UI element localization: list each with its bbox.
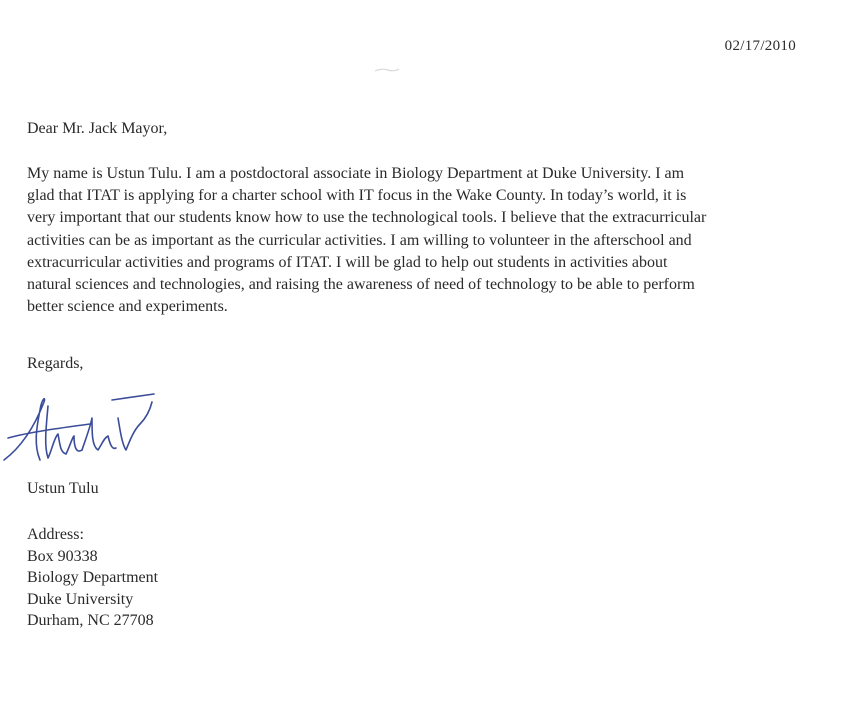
signer-name: Ustun Tulu: [27, 480, 99, 497]
address-line: Box 90338: [27, 547, 98, 565]
body-line: glad that ITAT is applying for a charter school with IT focus in the Wake County. In today’s world, it is: [27, 187, 687, 205]
address-line: Biology Department: [27, 569, 159, 586]
body-line: natural sciences and technologies, and raising the awareness of need of technology to be able to perform: [27, 276, 695, 294]
address-label: Address:: [27, 526, 84, 543]
letter-date: 02/17/2010: [724, 38, 796, 54]
body-line: My name is Ustun Tulu. I am a postdoctoral associate in Biology Department at Duke University. I am: [27, 165, 685, 182]
body-line: extracurricular activities and programs of ITAT. I will be glad to help out students in activities about: [27, 253, 668, 271]
salutation: Dear Mr. Jack Mayor,: [27, 120, 168, 137]
address-line: Durham, NC 27708: [27, 612, 154, 629]
body-line: very important that our students know how to use the technological tools. I believe that the extracurricular: [27, 209, 707, 227]
handwritten-signature: [0, 388, 160, 468]
address-block: [27, 524, 158, 632]
closing: Regards,: [27, 355, 84, 372]
address-line: Duke University: [27, 590, 134, 608]
body-line: activities can be as important as the curricular activities. I am willing to volunteer in the afterschool and: [27, 231, 692, 249]
body-paragraph: [27, 163, 839, 318]
body-line: better science and experiments.: [27, 298, 228, 316]
scan-smudge: [374, 66, 400, 74]
